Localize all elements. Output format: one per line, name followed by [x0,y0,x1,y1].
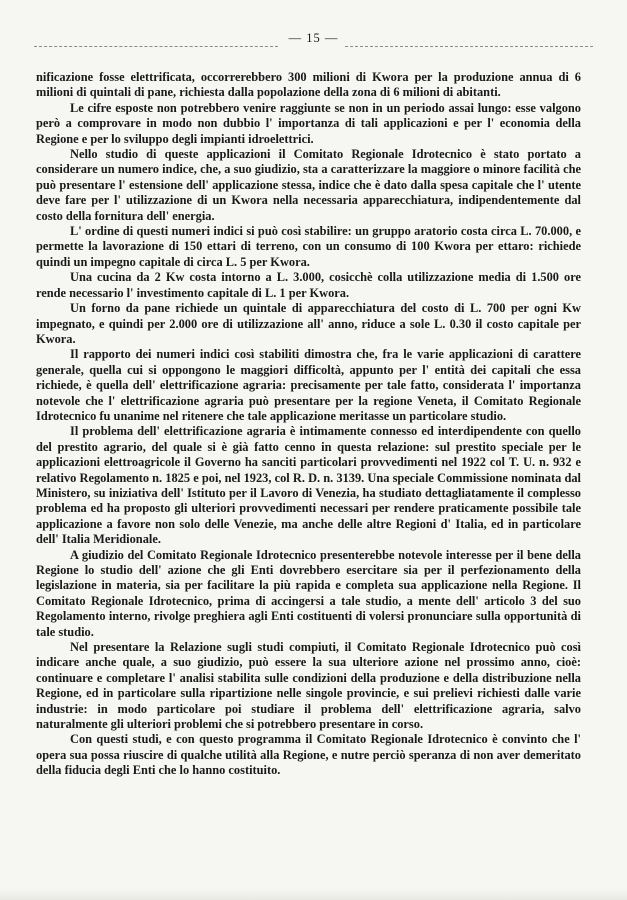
header-rule-left [34,46,278,47]
paragraph: Una cucina da 2 Kw costa intorno a L. 3.000, cosicchè colla utilizzazione media di 1.500 ore rende necessario l' investimento capitale di L. 1 per Kwora. [36,270,581,300]
paragraph: Un forno da pane richiede un quintale di apparecchiatura del costo di L. 700 per ogni Kw impegnato, e quindi per 2.000 ore di utilizzazione all' anno, riduce a sole L. 0.30 il costo capitale per Kwora. [36,301,581,346]
page-header [34,28,593,48]
paragraph: Con questi studi, e con questo programma il Comitato Regionale Idrotecnico è convinto che l' opera sua possa riuscire di qualche utilità alla Regione, e nutre perciò speranza di non aver demeritato della fiducia degli Enti che lo hanno costituito. [36,732,581,778]
body-text [36,70,581,779]
paragraph: Il rapporto dei numeri indici così stabiliti dimostra che, fra le varie applicazioni di carattere generale, quella cui si oppongono le maggiori difficoltà, appunto per l' entità dei capitali che essa richiede, è quella dell' elettrificazione agraria: precisamente per tale fatto, considerata l' importanza notevole che l' elettrificazione agraria può presentare per la regione Veneta, il Comitato Regionale Idrotecnico fu unanime nel ritenere che tale applicazione meritasse un particolare studio. [36,347,581,423]
paragraph: Il problema dell' elettrificazione agraria è intimamente connesso ed interdipendente con quello del prestito agrario, del quale si è già fatto cenno in questa relazione: sul prestito speciale per le applicazioni elettroagricole il Governo ha sanciti particolari provvedimenti nel 1922 col T. U. n. 932 e relativo Regolamento n. 1825 e poi, nel 1923, col R. D. n. 3139. Una speciale Commissione nominata dal Ministero, su iniziativa dell' Istituto per il Lavoro di Venezia, ha studiato dettagliatamente il complesso problema ed ha proposto gli ulteriori provvedimenti necessari per rendere praticamente possibile tale applicazione a favore non solo delle Venezie, ma anche delle altre Regioni d' Italia, ed in particolare dell' Italia Meridionale. [36,424,581,547]
paragraph: Nel presentare la Relazione sugli studi compiuti, il Comitato Regionale Idrotecnico può così indicare anche quale, a suo giudizio, può essere la sua ulteriore azione nel prossimo anno, cioè: continuare e completare l' analisi stabilita sulle condizioni della produzione e della distribuzione nella Regione, ed in particolare sulla ripartizione nelle singole provincie, e sui prelievi richiesti dalle varie industrie: in modo particolare poi studiare il problema dell' elettrificazione agraria, salvo naturalmente gli ulteriori problemi che si potrebbero presentare in corso. [36,640,581,732]
paragraph-continuation: nificazione fosse elettrificata, occorrerebbero 300 milioni di Kwora per la produzione annua di 6 milioni di quintali di pane, richiesta dalla popolazione della zona di 6 milioni di abitanti. [36,70,581,100]
page-number: — 15 — [288,31,339,45]
paragraph: Nello studio di queste applicazioni il Comitato Regionale Idrotecnico è stato portato a considerare un numero indice, che, a suo giudizio, sta a caratterizzare la maggiore o minore facilità che può presentare l' estensione dell' applicazione stessa, indice che è dato dalla spesa capitale che l' utente deve fare per l' utilizzazione di un Kwora nella necessaria apparecchiatura, indipendentemente dal costo della fornitura dell' energia. [36,147,581,223]
header-rule-right [345,46,593,47]
page-bottom-edge [0,888,627,900]
paragraph: A giudizio del Comitato Regionale Idrotecnico presenterebbe notevole interesse per il bene della Regione lo studio dell' azione che gli Enti dovrebbero esercitare sia per il perfezionamento della legislazione in materia, sia per facilitare la più rapida e completa sua applicazione nella Regione. Il Comitato Regionale Idrotecnico, prima di accingersi a tale studio, a mente dell' articolo 3 del suo Regolamento interno, rivolge preghiera agli Enti costituenti di volersi pronunciare sulla opportunità di tale studio. [36,547,581,639]
paragraph: L' ordine di questi numeri indici si può così stabilire: un gruppo aratorio costa circa L. 70.000, e permette la lavorazione di 150 ettari di terreno, con un consumo di 100 Kwora per ettaro: richiede quindi un impegno capitale di circa L. 5 per Kwora. [36,224,581,269]
paragraph: Le cifre esposte non potrebbero venire raggiunte se non in un periodo assai lungo: esse valgono però a comprovare in modo non dubbio l' importanza di tali applicazioni e per l' economia della Regione e per lo sviluppo degli impianti idroelettrici. [36,100,581,146]
